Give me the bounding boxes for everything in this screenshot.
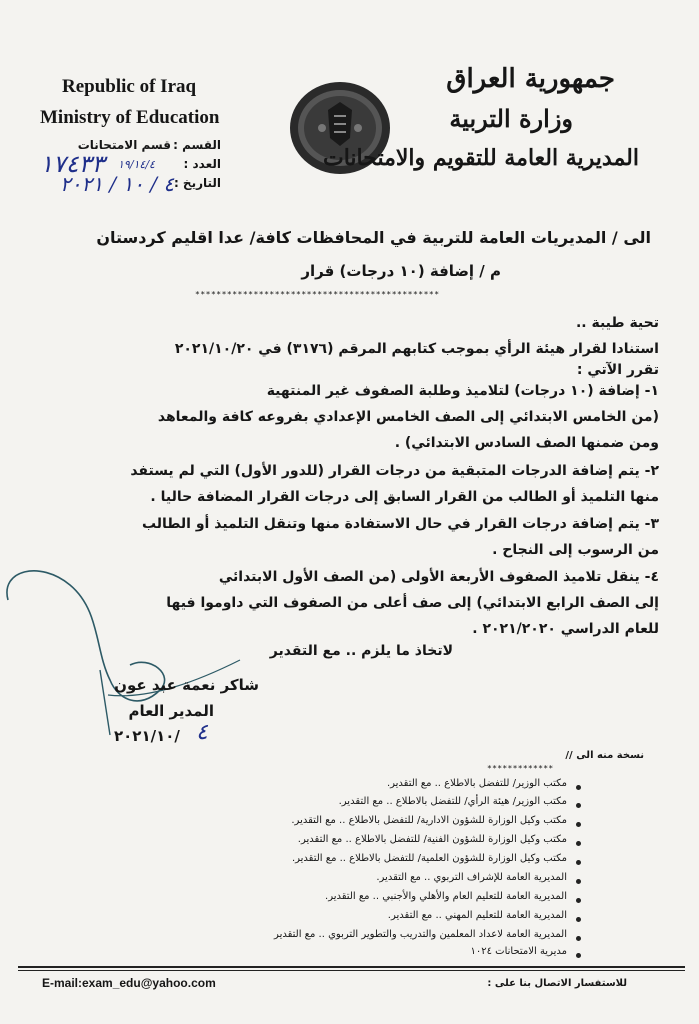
cc-bullet bbox=[576, 822, 581, 827]
header-en-ministry: Ministry of Education bbox=[40, 107, 220, 128]
body-item4-line3: للعام الدراسي ٢٠٢١/٢٠٢٠ . bbox=[472, 621, 659, 637]
body-decided-line: تقرر الآتي : bbox=[576, 362, 659, 378]
body-item3-line1: ٣- يتم إضافة درجات القرار في حال الاستفادة منها وتنقل التلميذ أو الطالب bbox=[141, 516, 659, 532]
body-item3-line2: من الرسوب إلى النجاح . bbox=[492, 542, 659, 558]
header-ar-republic: جمهورية العراق bbox=[446, 64, 615, 94]
cc-item: مكتب وكيل الوزارة للشؤون العلمية/ للتفضل بالاطلاع .. مع التقدير. bbox=[291, 853, 567, 864]
meta-section-value: قسم الامتحانات bbox=[77, 138, 171, 152]
footer-email[interactable]: E-mail:exam_edu@yahoo.com bbox=[42, 976, 216, 990]
cc-item: مكتب الوزير/ للتفضل بالاطلاع .. مع التقدير. bbox=[386, 778, 567, 789]
subject-line: م / إضافة (١٠ درجات) قرار bbox=[301, 262, 501, 280]
header-ar-ministry: وزارة التربية bbox=[449, 104, 573, 133]
meta-number-label: العدد : bbox=[183, 157, 221, 171]
footer-divider-thin bbox=[18, 970, 685, 971]
signature-handwritten-day: ٤ bbox=[196, 720, 208, 745]
cc-item: مديرية الامتحانات ١٠٢٤ bbox=[470, 946, 567, 957]
cc-bullet bbox=[576, 936, 581, 941]
cc-bullet bbox=[576, 860, 581, 865]
cc-bullet bbox=[576, 841, 581, 846]
header-en-republic: Republic of Iraq bbox=[62, 76, 197, 97]
meta-number-value: ١٧٤٣٣ bbox=[40, 150, 105, 178]
signature-name: شاكر نعمة عبد عون bbox=[114, 676, 259, 694]
body-item1-line1: ١- إضافة (١٠ درجات) لتلاميذ وطلبة الصفوف غير المنتهية bbox=[266, 383, 659, 399]
signature-title: المدير العام bbox=[128, 702, 214, 720]
cc-item: مكتب وكيل الوزارة للشؤون الادارية/ للتفضل بالاطلاع .. مع التقدير. bbox=[291, 815, 567, 826]
signature-date: ٢٠٢١/١٠/ bbox=[114, 727, 180, 745]
meta-date-label: التاريخ : bbox=[173, 176, 221, 190]
cc-bullet bbox=[576, 898, 581, 903]
meta-number-stamp: ١٩/١٤/٤ bbox=[118, 158, 155, 171]
cc-item: مكتب وكيل الوزارة للشؤون الفنية/ للتفضل بالاطلاع .. مع التقدير. bbox=[297, 834, 567, 845]
body-item2-line2: منها التلميذ أو الطالب من القرار السابق إلى درجات القرار المضافة حاليا . bbox=[150, 489, 659, 505]
cc-bullet bbox=[576, 917, 581, 922]
cc-bullet bbox=[576, 879, 581, 884]
body-greeting: تحية طيبة .. bbox=[575, 315, 659, 331]
cc-item: المديرية العامة لاعداد المعلمين والتدريب والتطوير التربوي .. مع التقدير bbox=[274, 929, 567, 940]
body-item4-line2: إلى الصف الرابع الابتدائي) إلى صف أعلى من الصفوف التي داوموا فيها bbox=[166, 595, 659, 611]
cc-stars: ************* bbox=[487, 764, 554, 773]
body-item1-line3: ومن ضمنها الصف السادس الابتدائي) . bbox=[394, 435, 659, 451]
addressee-line: الى / المديريات العامة للتربية في المحافظات كافة/ عدا اقليم كردستان bbox=[96, 228, 651, 247]
body-item2-line1: ٢- يتم إضافة الدرجات المتبقية من درجات القرار (للدور الأول) التي لم يستفد bbox=[130, 463, 659, 479]
body-item1-line2: (من الخامس الابتدائي إلى الصف الخامس الإعدادي بفروعه كافة والمعاهد bbox=[157, 409, 659, 425]
body-reference-line: استنادا لقرار هيئة الرأي بموجب كتابهم المرقم (٣١٧٦) في ٢٠٢١/١٠/٢٠ bbox=[174, 341, 659, 357]
cc-item: مكتب الوزير/ هيئة الرأي/ للتفضل بالاطلاع .. مع التقدير. bbox=[338, 796, 567, 807]
body-closing: لاتخاذ ما يلزم .. مع التقدير bbox=[269, 643, 453, 659]
body-item4-line1: ٤- ينقل تلاميذ الصفوف الأربعة الأولى (من الصف الأول الابتدائي bbox=[218, 569, 659, 585]
meta-date-value: ٤ / ١٠ / ٢٠٢١ bbox=[60, 172, 175, 196]
footer-inquiry: للاستفسار الاتصال بنا على : bbox=[487, 978, 627, 989]
footer-divider bbox=[18, 966, 685, 968]
cc-item: المديرية العامة للتعليم المهني .. مع التقدير. bbox=[387, 910, 567, 921]
cc-bullet bbox=[576, 803, 581, 808]
cc-bullet bbox=[576, 785, 581, 790]
meta-section-label: القسم : bbox=[173, 138, 221, 152]
cc-item: المديرية العامة للإشراف التربوي .. مع التقدير. bbox=[376, 872, 567, 883]
cc-heading: نسخة منه الى // bbox=[565, 750, 644, 761]
cc-item: المديرية العامة للتعليم العام والأهلي والأجنبي .. مع التقدير. bbox=[325, 891, 567, 902]
subject-separator: ********************************************** bbox=[195, 290, 440, 299]
header-ar-directorate: المديرية العامة للتقويم والامتحانات bbox=[323, 145, 639, 171]
cc-bullet bbox=[576, 953, 581, 958]
